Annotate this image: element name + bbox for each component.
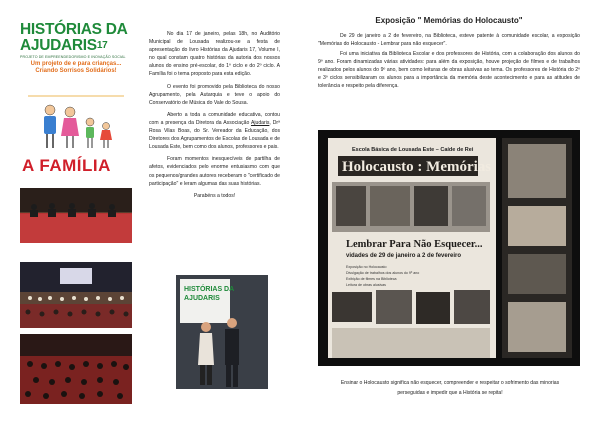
photo-audience	[20, 334, 132, 404]
photo-panel-table	[20, 188, 132, 243]
article-paragraph-1: No dia 17 de janeiro, pelas 18h, no Auditório Municipal de Lousada realizou-se a festa de apresentação do livro Histórias da Ajudaris 17, Volume I, no qual constam quatro histórias da autoria dos nossos alunos do ensino pré-escolar, do 1º ciclo e do 2º ciclo. A Família foi o tema proposto para esta edição.	[149, 31, 280, 78]
logo-number: 17	[96, 40, 108, 51]
poster-item-4: Leitura de obras alusivas	[346, 283, 386, 287]
article-title: Exposição " Memórias do Holocausto"	[375, 16, 523, 25]
logo-title: HISTÓRIAS DA AJUDARIS$^{17}$	[20, 21, 128, 54]
ajudaris-link[interactable]: Ajudaris	[250, 119, 270, 126]
svg-text:HISTÓRIAS DA: HISTÓRIAS DA	[184, 286, 235, 293]
poster-title: Holocausto : Memórias	[342, 159, 492, 175]
article-paragraph-3: Aberto a toda a comunidade educativa, contou com a presença da Diretora da Associação Ajudaris, Drª Rosa Vilas Boas, do Sr. Vereador da Educação, dos Diretores dos Agrupamentos de Escolas de Lousada e de Lousada Este, bem como dos alunos, professores e pais.	[149, 111, 280, 151]
svg-text:AJUDARIS: AJUDARIS	[184, 295, 220, 302]
logo-slogan: Um projeto de e para crianças... Criando Sorrisos Solidários!	[30, 61, 122, 74]
poster-school: Escola Básica de Lousada Este – Caíde de Rei	[352, 147, 474, 153]
poster-subtitle: Lembrar Para Não Esquecer...	[346, 239, 483, 250]
holocaust-article	[318, 16, 580, 92]
article-paragraph-4: Foram momentos inesquecíveis de partilha de afetos, evidenciados pelo enorme entusiasmo com que os pequenos/grandes autores receberam o "certificado de participação" e leram algumas das suas histórias.	[149, 156, 280, 187]
ajudaris-article	[149, 30, 280, 204]
family-drawing	[28, 94, 124, 150]
photo-auditorium-stage	[20, 262, 132, 328]
article-closing: Parabéns a todos!	[193, 192, 236, 199]
photo-speakers-podium	[176, 275, 268, 389]
exhibition-photo	[318, 130, 580, 366]
holocaust-paragraph-1: De 29 de janeiro a 2 de fevereiro, na Biblioteca, esteve patente à comunidade escolar, a exposição "Memórias do Holocausto - Lembrar para não esquecer".	[318, 33, 580, 47]
holocaust-caption: Ensinar o Holocausto significa não esquecer, compreender e respeitar o sofrimento das minorias perseguidas e impedir que a História se repita!	[340, 380, 560, 396]
logo-block	[20, 22, 132, 182]
ajudaris-logo	[20, 22, 132, 182]
holocaust-paragraph-2: Foi uma iniciativa da Biblioteca Escolar e dos professores de História, com a colaboração dos alunos do 9º ano. Foram dinamizadas várias atividades: para além da exposição, houve projeção de filmes e de trabalhos realizados pelos alunos do 9º ano, bem como leituras de obras alusivas ao tema. Os professores de História do 2º e 3º ciclos sensibilizaram os alunos para a importância da memória deste acontecimento e para as atitudes de tolerância e respeito pela diferença.	[318, 51, 580, 89]
poster-item-1: Exposição no Holocausto	[346, 265, 387, 269]
logo-subtitle: PROJETO DE EMPREENDEDORISMO E INOVAÇÃO SOCIAL	[20, 55, 126, 59]
article-paragraph-2: O evento foi promovido pela Biblioteca do nosso Agrupamento, pela Autarquia e teve o apoio do Conservatório de Música do Vale do Sousa.	[149, 83, 280, 106]
poster-dates: vidades de 29 de janeiro a 2 de fevereiro	[346, 253, 462, 259]
poster-item-2: Divulgação de trabalhos dos alunos do 9º ano	[346, 271, 420, 275]
poster-item-3: Exibição de filmes na Biblioteca	[346, 277, 397, 281]
theme-heading: A FAMÍLIA	[22, 156, 111, 175]
